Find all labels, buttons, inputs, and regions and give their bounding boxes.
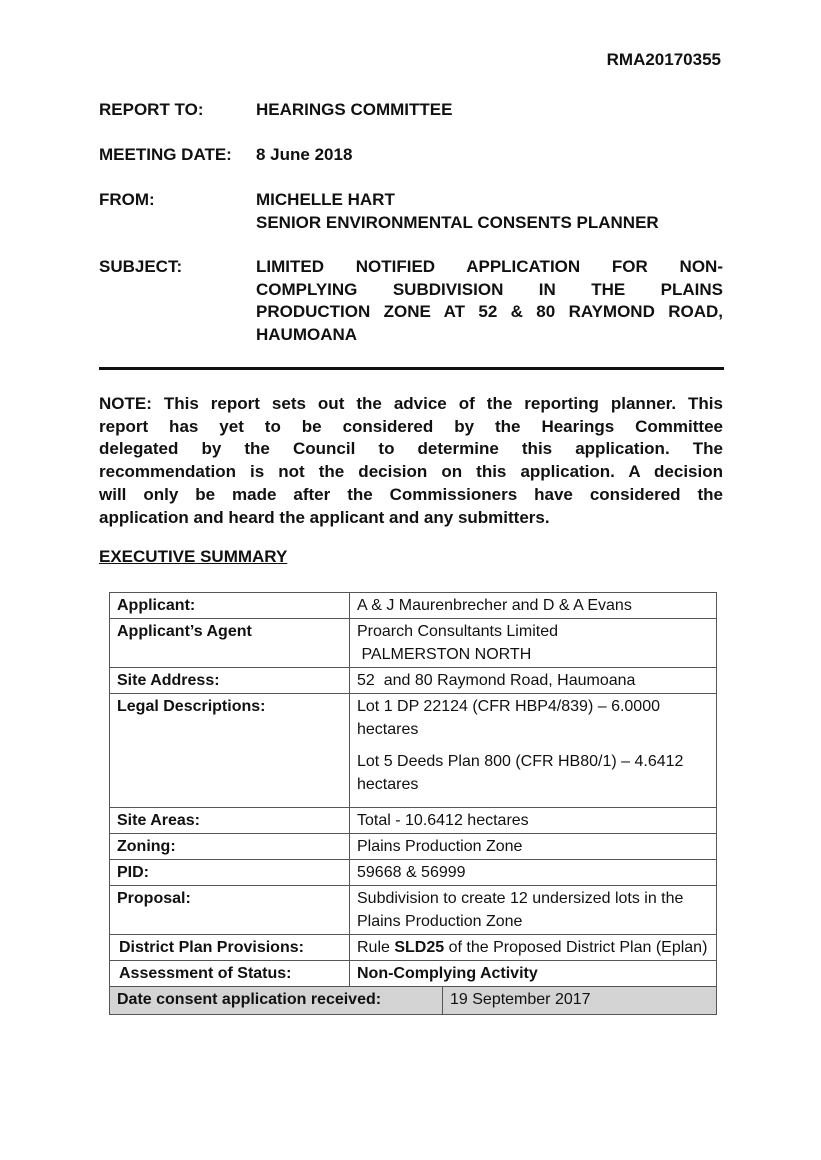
table-row	[110, 987, 717, 1015]
executive-summary-heading: EXECUTIVE SUMMARY	[99, 547, 288, 566]
from-label: FROM:	[99, 190, 155, 209]
table-row	[110, 593, 717, 619]
legal-description-1: Lot 1 DP 22124 (CFR HBP4/839) – 6.0000 hectares	[357, 698, 660, 738]
proposal-value	[350, 886, 717, 935]
note-paragraph	[99, 393, 723, 529]
table-row	[110, 808, 717, 834]
report-to-label: REPORT TO:	[99, 100, 204, 119]
note-line: NOTE: This report sets out the advice of the reporting planner. This	[99, 394, 723, 413]
meeting-date-label: MEETING DATE:	[99, 145, 232, 164]
district-plan-suffix: of the Proposed District Plan (Eplan)	[444, 939, 708, 956]
reference-number: RMA20170355	[606, 50, 721, 69]
date-received-label: Date consent application received:	[110, 987, 443, 1014]
legal-descriptions-label: Legal Descriptions:	[110, 694, 350, 808]
table-row	[110, 619, 717, 668]
applicant-value-text: A & J Maurenbrecher and D & A Evans	[357, 597, 632, 614]
site-address-text: 52 and 80 Raymond Road, Haumoana	[357, 672, 636, 689]
district-plan-value	[350, 935, 717, 961]
table-row	[110, 935, 717, 961]
subject-line: PRODUCTION ZONE AT 52 & 80 RAYMOND ROAD,	[256, 302, 723, 321]
table-row	[110, 668, 717, 694]
note-line: will only be made after the Commissioners have considered the	[99, 484, 723, 504]
agent-label: Applicant’s Agent	[110, 619, 350, 668]
site-areas-value	[350, 808, 717, 834]
from-name: MICHELLE HART	[256, 190, 395, 209]
agent-city: PALMERSTON NORTH	[357, 646, 532, 663]
date-received-row	[110, 987, 717, 1015]
date-received-split	[110, 987, 716, 1014]
divider-rule	[99, 367, 724, 370]
report-to-value: HEARINGS COMMITTEE	[256, 100, 453, 119]
subject-line: LIMITED NOTIFIED APPLICATION FOR NON-	[256, 257, 723, 276]
note-line: delegated by the Council to determine this application. The	[99, 439, 723, 459]
note-line: report has yet to be considered by the Hearings Committee	[99, 416, 723, 436]
pid-label: PID:	[110, 860, 350, 886]
assessment-status-text: Non-Complying Activity	[357, 965, 538, 982]
subject-value	[256, 256, 723, 346]
pid-value	[350, 860, 717, 886]
site-address-value	[350, 668, 717, 694]
district-plan-rule: SLD25	[394, 939, 445, 956]
applicant-value	[350, 593, 717, 619]
legal-description-2: Lot 5 Deeds Plan 800 (CFR HB80/1) – 4.6412 hectares	[357, 753, 684, 793]
legal-descriptions-value	[350, 694, 717, 808]
table-row	[110, 961, 717, 987]
subject-line: COMPLYING SUBDIVISION IN THE PLAINS	[256, 279, 723, 299]
from-value	[256, 189, 659, 234]
agent-value	[350, 619, 717, 668]
assessment-status-label: Assessment of Status:	[110, 961, 350, 987]
subject-label: SUBJECT:	[99, 257, 183, 276]
zoning-value	[350, 834, 717, 860]
proposal-label: Proposal:	[110, 886, 350, 935]
zoning-text: Plains Production Zone	[357, 838, 523, 855]
applicant-label: Applicant:	[110, 593, 350, 619]
table-row	[110, 886, 717, 935]
site-areas-text: Total - 10.6412 hectares	[357, 812, 529, 829]
from-title: SENIOR ENVIRONMENTAL CONSENTS PLANNER	[256, 212, 659, 232]
subject-line: HAUMOANA	[256, 324, 358, 344]
meeting-date-value: 8 June 2018	[256, 145, 353, 164]
note-line: recommendation is not the decision on this application. A decision	[99, 462, 723, 482]
site-address-label: Site Address:	[110, 668, 350, 694]
zoning-label: Zoning:	[110, 834, 350, 860]
executive-summary-table	[109, 592, 717, 1015]
district-plan-label: District Plan Provisions:	[110, 935, 350, 961]
site-areas-label: Site Areas:	[110, 808, 350, 834]
assessment-status-value	[350, 961, 717, 987]
proposal-text: Subdivision to create 12 undersized lots in the Plains Production Zone	[357, 890, 684, 930]
date-received-value: 19 September 2017	[450, 991, 591, 1008]
agent-name: Proarch Consultants Limited	[357, 623, 558, 640]
district-plan-prefix: Rule	[357, 939, 395, 956]
table-row	[110, 860, 717, 886]
table-row	[110, 834, 717, 860]
table-row	[110, 694, 717, 808]
note-line: application and heard the applicant and any submitters.	[99, 507, 550, 527]
pid-text: 59668 & 56999	[357, 864, 466, 881]
